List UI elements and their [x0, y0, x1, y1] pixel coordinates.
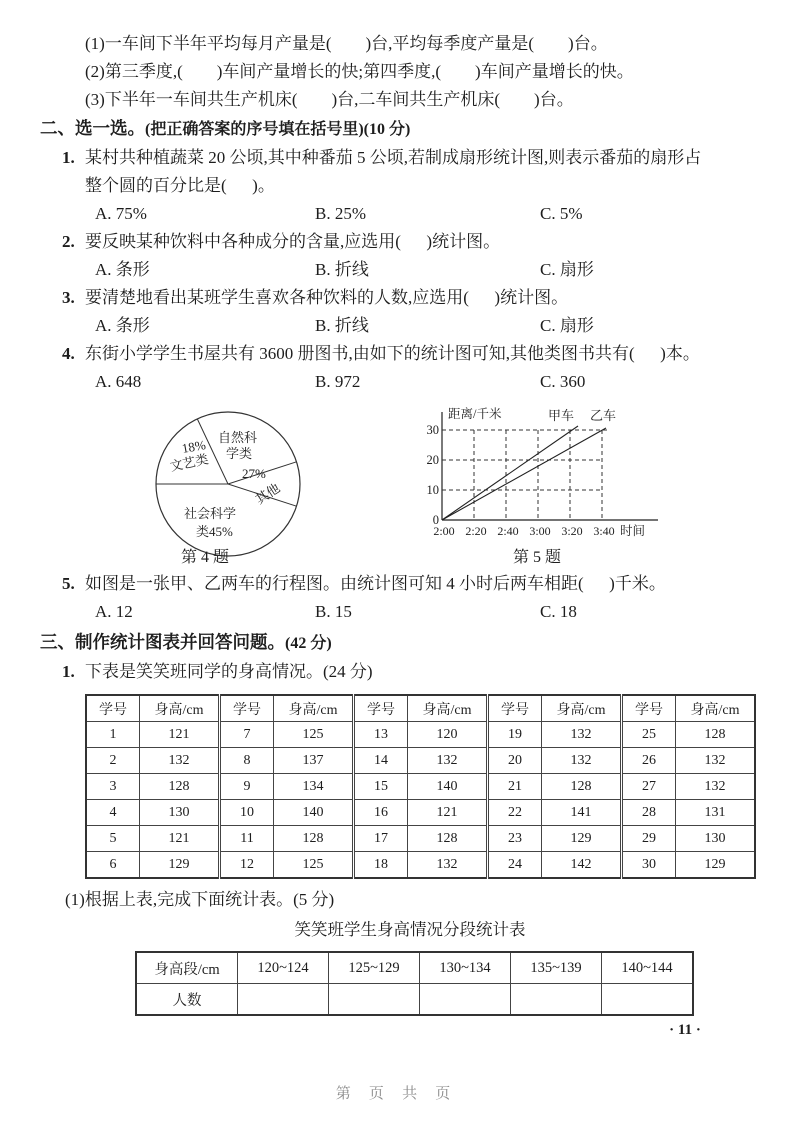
height-table-cell: 28: [622, 800, 676, 826]
x-tick: 3:00: [529, 524, 551, 538]
pie-chart: [148, 410, 313, 560]
option-a: A. 条形: [95, 316, 150, 335]
question-2: [40, 228, 750, 256]
height-table-cell: 128: [140, 774, 220, 800]
figures-row: [40, 402, 750, 570]
option-b: B. 25%: [315, 204, 366, 223]
segment-table-cell: [420, 984, 511, 1016]
height-table-cell: 132: [140, 748, 220, 774]
option-b: B. 折线: [315, 260, 369, 279]
height-table-cell: 24: [488, 852, 542, 879]
height-table-cell: 120: [408, 722, 488, 748]
height-table-cell: 131: [676, 800, 756, 826]
height-table-cell: 12: [220, 852, 274, 879]
intro-line-2: (2)第三季度,( )车间产量增长的快;第四季度,( )车间产量增长的快。: [85, 62, 634, 81]
height-table-cell: 128: [676, 722, 756, 748]
height-table-cell: 121: [140, 722, 220, 748]
y-tick: 10: [426, 483, 439, 497]
height-table-cell: 13: [354, 722, 408, 748]
height-table-header-cell: 学号: [354, 695, 408, 722]
height-table-cell: 7: [220, 722, 274, 748]
x-tick: 3:40: [593, 524, 615, 538]
question-5-number: 5.: [62, 574, 75, 593]
height-table-cell: 20: [488, 748, 542, 774]
height-table-body: [86, 695, 755, 878]
option-a: A. 条形: [95, 260, 150, 279]
height-table-cell: 125: [274, 722, 354, 748]
height-table-cell: 137: [274, 748, 354, 774]
x-axis-label: 时间: [620, 524, 646, 538]
question-3-options: [40, 312, 750, 340]
pie-label: 自然科: [218, 430, 258, 445]
question-3-number: 3.: [62, 288, 75, 307]
pie-label: 27%: [242, 466, 266, 481]
segment-table-cell: [511, 984, 602, 1016]
height-table-cell: 132: [408, 852, 488, 879]
page-number: · 11 ·: [669, 1022, 701, 1038]
question-2-line1: 要反映某种饮料中各种成分的含量,应选用( )统计图。: [85, 232, 501, 251]
height-table-cell: 22: [488, 800, 542, 826]
intro-line-1: (1)一车间下半年平均每月产量是( )台,平均每季度产量是( )台。: [85, 34, 608, 53]
section3-heading: [40, 628, 750, 658]
y-tick: 0: [432, 513, 439, 527]
height-table-cell: 129: [542, 826, 622, 852]
table-row: [86, 852, 755, 879]
table-row: [136, 984, 693, 1016]
height-table-cell: 14: [354, 748, 408, 774]
option-c: C. 18: [540, 602, 577, 621]
height-table-header-cell: 学号: [622, 695, 676, 722]
height-table-cell: 132: [676, 774, 756, 800]
subtask-1-line: (1)根据上表,完成下面统计表。(5 分): [65, 890, 335, 909]
height-table-cell: 132: [408, 748, 488, 774]
item-1-text: 下表是笑笑班同学的身高情况。: [85, 662, 323, 681]
option-b: B. 15: [315, 602, 352, 621]
segment-table-header-cell: 140~144: [602, 952, 694, 984]
table-row: [86, 722, 755, 748]
height-table-cell: 125: [274, 852, 354, 879]
option-a: A. 75%: [95, 204, 147, 223]
question-2-number: 2.: [62, 232, 75, 251]
height-table-cell: 23: [488, 826, 542, 852]
height-table-cell: 129: [676, 852, 756, 879]
section3-heading-title: 三、制作统计图表并回答问题。: [40, 632, 285, 652]
item-1-number: 1.: [62, 662, 75, 681]
question-1-line2: 整个圆的百分比是( )。: [85, 176, 275, 195]
question-3-line1: 要清楚地看出某班学生喜欢各种饮料的人数,应选用( )统计图。: [85, 288, 569, 307]
x-tick: 2:40: [497, 524, 519, 538]
height-table-header-cell: 学号: [488, 695, 542, 722]
question-5-options: [40, 598, 750, 626]
option-a: A. 12: [95, 602, 133, 621]
height-table-cell: 130: [140, 800, 220, 826]
height-table-cell: 25: [622, 722, 676, 748]
question-3: [40, 284, 750, 312]
section2-heading-note: (把正确答案的序号填在括号里)(10 分): [145, 121, 411, 138]
option-b: B. 972: [315, 372, 361, 391]
segment-table-cell: [329, 984, 420, 1016]
segment-table-body: [136, 952, 693, 1015]
height-table-cell: 1: [86, 722, 140, 748]
height-table-cell: 129: [140, 852, 220, 879]
pie-label: 其他: [252, 480, 283, 508]
pie-label: 18%: [180, 437, 207, 456]
option-c: C. 360: [540, 372, 586, 391]
page-footer: 第 页 共 页: [335, 1085, 458, 1102]
option-c: C. 扇形: [540, 260, 594, 279]
height-table-header-cell: 学号: [220, 695, 274, 722]
height-table-cell: 29: [622, 826, 676, 852]
option-b: B. 折线: [315, 316, 369, 335]
y-axis-label: 距离/千米: [448, 407, 502, 421]
height-table-cell: 130: [676, 826, 756, 852]
height-table-cell: 15: [354, 774, 408, 800]
y-tick: 30: [426, 423, 439, 437]
height-table-cell: 141: [542, 800, 622, 826]
table-row: [86, 748, 755, 774]
table-row: [86, 800, 755, 826]
segment-table: [135, 951, 694, 1016]
segment-table-header-cell: 130~134: [420, 952, 511, 984]
pie-label: 类45%: [196, 524, 233, 539]
question-4: [40, 340, 750, 368]
y-tick: 20: [426, 453, 439, 467]
height-table-cell: 128: [274, 826, 354, 852]
height-table-cell: 132: [542, 722, 622, 748]
segment-table-cell: [238, 984, 329, 1016]
question-5: [40, 570, 750, 598]
height-table-header-cell: 身高/cm: [408, 695, 488, 722]
option-a: A. 648: [95, 372, 142, 391]
height-table-cell: 11: [220, 826, 274, 852]
height-table-cell: 142: [542, 852, 622, 879]
option-c: C. 扇形: [540, 316, 594, 335]
height-table-cell: 132: [676, 748, 756, 774]
series-line-jiache: [442, 426, 578, 520]
height-table-cell: 121: [140, 826, 220, 852]
x-tick: 2:20: [465, 524, 487, 538]
height-table-cell: 5: [86, 826, 140, 852]
question-1-line1: 某村共种植蔬菜 20 公顷,其中种番茄 5 公顷,若制成扇形统计图,则表示番茄的扇形占: [85, 148, 702, 167]
table-row: [136, 952, 693, 984]
height-table-cell: 10: [220, 800, 274, 826]
intro-line-3: (3)下半年一车间共生产机床( )台,二车间共生产机床( )台。: [85, 90, 574, 109]
pie-chart-caption: 第 4 题: [180, 549, 229, 566]
legend-jiache: 甲车: [548, 408, 575, 423]
pie-label: 学类: [226, 446, 253, 461]
segment-table-header-cell: 身高段/cm: [136, 952, 238, 984]
line-chart-caption: 第 5 题: [512, 549, 561, 566]
section3-heading-note: (42 分): [285, 635, 332, 652]
height-table-cell: 30: [622, 852, 676, 879]
height-table-header-cell: 学号: [86, 695, 140, 722]
height-table-cell: 140: [274, 800, 354, 826]
height-table-cell: 140: [408, 774, 488, 800]
segment-table-header-cell: 125~129: [329, 952, 420, 984]
question-4-number: 4.: [62, 344, 75, 363]
height-table-cell: 3: [86, 774, 140, 800]
height-table-cell: 4: [86, 800, 140, 826]
question-4-options: [40, 368, 750, 396]
height-table-cell: 19: [488, 722, 542, 748]
segment-table-header-cell: 120~124: [238, 952, 329, 984]
height-table-cell: 121: [408, 800, 488, 826]
segment-table-title: 笑笑班学生身高情况分段统计表: [294, 920, 526, 939]
question-2-options: [40, 256, 750, 284]
section2-heading: [40, 114, 750, 144]
question-4-line1: 东街小学学生书屋共有 3600 册图书,由如下的统计图可知,其他类图书共有( )本。: [85, 344, 700, 363]
height-table-cell: 8: [220, 748, 274, 774]
height-table-header-cell: 身高/cm: [140, 695, 220, 722]
segment-table-cell: 人数: [136, 984, 238, 1016]
height-table-cell: 16: [354, 800, 408, 826]
question-5-line1: 如图是一张甲、乙两车的行程图。由统计图可知 4 小时后两车相距( )千米。: [85, 574, 666, 593]
height-table-cell: 21: [488, 774, 542, 800]
height-table-header-cell: 身高/cm: [542, 695, 622, 722]
height-table-cell: 9: [220, 774, 274, 800]
section3-item-1: [40, 658, 750, 686]
height-table-cell: 6: [86, 852, 140, 879]
section2-heading-title: 二、选一选。: [40, 118, 145, 138]
x-tick: 2:00: [433, 524, 455, 538]
pie-label: 文艺类: [168, 451, 210, 475]
option-c: C. 5%: [540, 204, 583, 223]
question-1-number: 1.: [62, 148, 75, 167]
table-row: [86, 826, 755, 852]
height-table-header-cell: 身高/cm: [274, 695, 354, 722]
line-chart: [420, 402, 670, 552]
height-table-cell: 17: [354, 826, 408, 852]
height-table-cell: 27: [622, 774, 676, 800]
legend-yiche: 乙车: [590, 408, 617, 423]
x-tick: 3:20: [561, 524, 583, 538]
height-table-cell: 2: [86, 748, 140, 774]
height-table-cell: 134: [274, 774, 354, 800]
height-table-cell: 18: [354, 852, 408, 879]
item-1-note: (24 分): [323, 662, 373, 681]
height-table-header-cell: 身高/cm: [676, 695, 756, 722]
question-1: [40, 144, 750, 200]
height-table: [85, 694, 756, 879]
pie-label: 社会科学: [184, 506, 237, 521]
table-row: [86, 774, 755, 800]
height-table-cell: 128: [542, 774, 622, 800]
series-line-yiche: [442, 428, 606, 520]
segment-table-header-cell: 135~139: [511, 952, 602, 984]
table-row: [86, 695, 755, 722]
segment-table-cell: [602, 984, 694, 1016]
question-1-options: [40, 200, 750, 228]
height-table-cell: 26: [622, 748, 676, 774]
height-table-cell: 128: [408, 826, 488, 852]
segment-table-wrap: [135, 917, 685, 1016]
height-table-cell: 132: [542, 748, 622, 774]
